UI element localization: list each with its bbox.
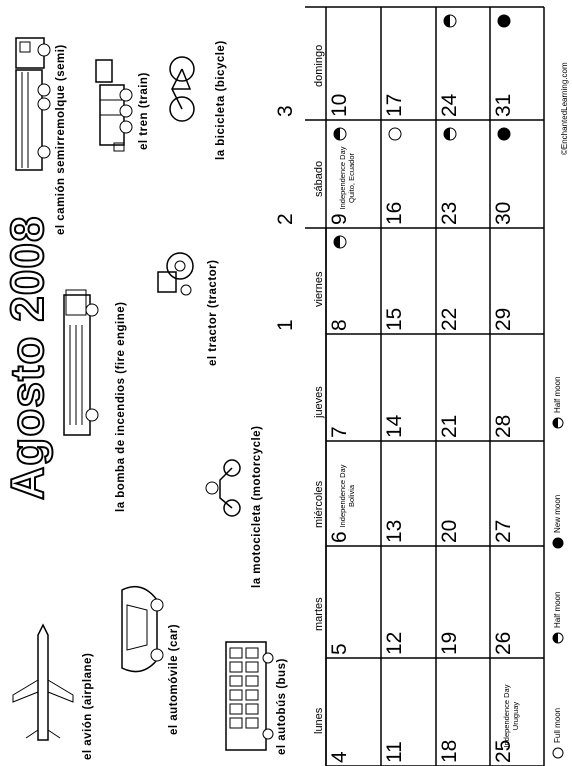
date-11: 11 xyxy=(383,741,406,763)
motorcycle-icon xyxy=(200,458,245,518)
date-5: 5 xyxy=(328,643,351,655)
legend-new-icon xyxy=(553,538,563,548)
date-1: 1 xyxy=(274,319,297,331)
date-25: 25 xyxy=(492,739,515,763)
date-19: 19 xyxy=(438,631,461,655)
legend-half-shade xyxy=(553,418,558,428)
day-name-1: martes xyxy=(313,597,325,631)
date-12: 12 xyxy=(383,631,406,655)
event-9: Independence Day Quito, Ecuador xyxy=(338,146,356,210)
date-18: 18 xyxy=(438,739,461,763)
label-airplane: el avión (airplane) xyxy=(82,652,94,760)
label-bus: el autobús (bus) xyxy=(276,658,288,755)
date-13: 13 xyxy=(383,519,406,543)
date-21: 21 xyxy=(438,414,461,438)
label-bicycle: la bicicleta (bicycle) xyxy=(215,40,227,160)
moon-new-icon xyxy=(498,128,510,140)
semi-truck-icon xyxy=(2,30,54,180)
label-train: el tren (train) xyxy=(138,72,150,150)
label-tractor: el tractor (tractor) xyxy=(207,259,219,366)
day-name-2: miércoles xyxy=(313,480,325,528)
day-name-3: jueves xyxy=(313,386,325,418)
car-icon xyxy=(112,580,167,680)
legend-half-shade xyxy=(553,633,558,643)
label-motorcycle: la motocicleta (motorcycle) xyxy=(251,425,263,588)
date-8: 8 xyxy=(328,319,351,331)
event-6: Independence Day Bolivia xyxy=(338,464,356,528)
legend-half2: Half moon xyxy=(553,376,562,413)
date-27: 27 xyxy=(492,519,515,543)
bus-icon xyxy=(222,638,274,756)
half-moon-shade xyxy=(334,236,340,248)
date-31: 31 xyxy=(492,93,515,117)
date-26: 26 xyxy=(492,631,515,655)
date-30: 30 xyxy=(492,201,515,225)
legend-full-icon xyxy=(553,748,563,758)
day-name-5: sábado xyxy=(313,160,325,197)
date-17: 17 xyxy=(383,93,406,117)
label-fire-engine: la bomba de incendios (fire engine) xyxy=(115,301,127,512)
bicycle-icon xyxy=(160,55,205,125)
date-22: 22 xyxy=(438,307,461,331)
date-3: 3 xyxy=(274,105,297,117)
date-28: 28 xyxy=(492,414,515,438)
legend-half1: Half moon xyxy=(553,591,562,628)
train-icon xyxy=(90,55,140,155)
date-20: 20 xyxy=(438,519,461,543)
moon-new-icon xyxy=(498,15,510,27)
date-9: 9 xyxy=(328,213,351,225)
date-23: 23 xyxy=(438,201,461,225)
fire-engine-icon xyxy=(52,285,107,445)
label-car: el automóvile (car) xyxy=(168,623,180,735)
airplane-icon xyxy=(8,620,78,750)
date-29: 29 xyxy=(492,307,515,331)
legend-full: Full moon xyxy=(553,707,562,743)
date-4: 4 xyxy=(328,751,351,763)
date-15: 15 xyxy=(383,307,406,331)
half-moon-shade xyxy=(444,128,450,140)
date-24: 24 xyxy=(438,93,461,117)
page-title-wrap xyxy=(0,215,54,500)
tractor-icon xyxy=(152,250,197,300)
half-moon-shade xyxy=(444,15,450,27)
label-semi: el camión semirremolque (semi) xyxy=(55,44,67,235)
legend-new: New moon xyxy=(553,494,562,533)
moon-full-icon xyxy=(389,128,401,140)
copyright-text: ©EnchantedLearning.com xyxy=(560,62,569,155)
date-10: 10 xyxy=(328,93,351,117)
date-14: 14 xyxy=(383,414,406,438)
date-7: 7 xyxy=(328,426,351,438)
date-16: 16 xyxy=(383,201,406,225)
day-name-0: lunes xyxy=(313,707,325,734)
day-name-4: viernes xyxy=(313,271,325,307)
date-2: 2 xyxy=(274,213,297,225)
event-25: Independence Day Uruguay xyxy=(502,684,520,748)
date-6: 6 xyxy=(328,531,351,543)
day-name-6: domingo xyxy=(313,44,325,87)
page-title: Agosto 2008 xyxy=(1,215,53,500)
